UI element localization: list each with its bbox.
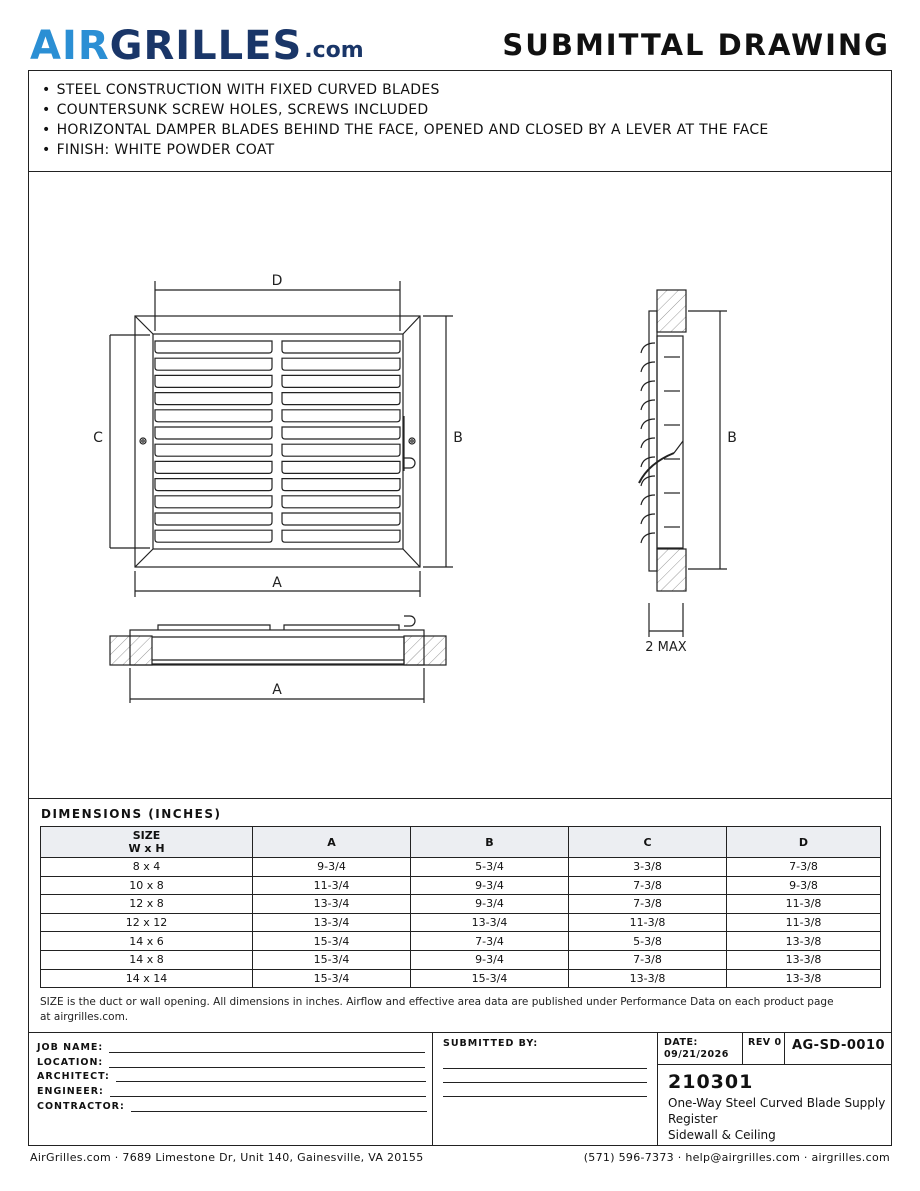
grille-blade <box>155 479 272 491</box>
product-info <box>658 1065 892 1146</box>
grille-blade <box>155 427 272 439</box>
side-blade <box>641 533 655 543</box>
blade-group <box>155 341 400 542</box>
grille-blade <box>282 341 400 353</box>
date-cell <box>658 1032 743 1065</box>
side-blade <box>641 343 655 353</box>
table-cell: 13-3/8 <box>727 950 881 969</box>
side-blade-group <box>641 343 680 543</box>
table-cell: 5-3/4 <box>411 858 569 877</box>
table-cell: 11-3/8 <box>569 913 727 932</box>
grille-blade <box>155 530 272 542</box>
logo-air: AIR <box>30 23 110 69</box>
side-blade <box>641 514 655 524</box>
table-cell: 14 x 8 <box>41 950 253 969</box>
table-cell: 7-3/8 <box>569 876 727 895</box>
table-cell: 9-3/4 <box>411 895 569 914</box>
grille-blade <box>282 358 400 370</box>
logo-grilles: GRILLES <box>109 23 303 69</box>
table-row <box>41 932 881 951</box>
dim-label-c: C <box>93 430 103 446</box>
product-description: One-Way Steel Curved Blade Supply <box>668 1096 886 1110</box>
side-blade <box>641 495 655 505</box>
grille-blade <box>282 461 400 473</box>
page-title: SUBMITTAL DRAWING <box>502 28 890 62</box>
engineer-field[interactable]: ENGINEER: <box>37 1082 432 1097</box>
side-label-depth: 2 MAX <box>645 640 687 655</box>
grille-blade <box>282 375 400 387</box>
grille-blade <box>155 444 272 456</box>
project-fields <box>28 1032 433 1146</box>
table-cell: 11-3/8 <box>727 895 881 914</box>
grille-blade <box>155 513 272 525</box>
table-row <box>41 876 881 895</box>
grille-blade <box>155 375 272 387</box>
technical-drawing <box>28 171 892 799</box>
table-cell: 13-3/8 <box>727 969 881 988</box>
table-header-row <box>41 827 881 858</box>
submitted-by-block <box>433 1032 658 1146</box>
table-cell: 15-3/4 <box>253 950 411 969</box>
table-cell: 13-3/4 <box>253 913 411 932</box>
signature-line[interactable] <box>443 1083 647 1097</box>
dimensions-note: SIZE is the duct or wall opening. All dimensions in inches. Airflow and effective area data are published under Performance Data on each product page at airgrilles.com. <box>40 996 834 1023</box>
dim-label-d: D <box>271 273 283 289</box>
company-logo <box>30 22 364 69</box>
table-cell: 15-3/4 <box>253 932 411 951</box>
grille-blade <box>282 427 400 439</box>
section-label-a: A <box>272 682 282 698</box>
product-number: 210301 <box>668 1071 754 1093</box>
table-cell: 15-3/4 <box>411 969 569 988</box>
grille-blade <box>282 444 400 456</box>
grille-blade <box>282 393 400 405</box>
spec-notes <box>28 70 892 172</box>
grille-blade <box>155 461 272 473</box>
note-item: • HORIZONTAL DAMPER BLADES BEHIND THE FACE, OPENED AND CLOSED BY A LEVER AT THE FACE <box>42 120 892 140</box>
side-view <box>639 290 727 637</box>
header-size: SIZE W x H <box>41 827 253 858</box>
product-description: Register <box>668 1112 718 1126</box>
contractor-field[interactable]: CONTRACTOR: <box>37 1097 432 1112</box>
grille-blade <box>155 341 272 353</box>
table-cell: 13-3/4 <box>411 913 569 932</box>
revision-cell: REV 0 <box>743 1032 785 1065</box>
side-blade <box>641 400 655 410</box>
table-cell: 7-3/4 <box>411 932 569 951</box>
side-blade <box>641 419 655 429</box>
table-cell: 15-3/4 <box>253 969 411 988</box>
table-row <box>41 913 881 932</box>
table-cell: 13-3/8 <box>569 969 727 988</box>
signature-line[interactable] <box>443 1069 647 1083</box>
table-cell: 14 x 14 <box>41 969 253 988</box>
grille-blade <box>282 410 400 422</box>
grille-blade <box>282 513 400 525</box>
table-cell: 12 x 12 <box>41 913 253 932</box>
header-b: B <box>411 827 569 858</box>
table-row <box>41 858 881 877</box>
header-c: C <box>569 827 727 858</box>
grille-blade <box>155 496 272 508</box>
table-row <box>41 950 881 969</box>
table-row <box>41 895 881 914</box>
note-item: • COUNTERSUNK SCREW HOLES, SCREWS INCLUDED <box>42 100 892 120</box>
table-cell: 7-3/8 <box>569 895 727 914</box>
logo-wordmark <box>30 23 303 69</box>
table-cell: 9-3/4 <box>411 950 569 969</box>
location-field[interactable]: LOCATION: <box>37 1053 432 1068</box>
side-blade <box>641 381 655 391</box>
table-cell: 11-3/4 <box>253 876 411 895</box>
table-cell: 14 x 6 <box>41 932 253 951</box>
front-view <box>110 281 453 597</box>
table-cell: 3-3/8 <box>569 858 727 877</box>
dim-label-a: A <box>272 575 282 591</box>
side-label-b: B <box>727 430 737 446</box>
grille-blade <box>282 479 400 491</box>
grille-blade <box>282 496 400 508</box>
table-cell: 5-3/8 <box>569 932 727 951</box>
table-cell: 7-3/8 <box>727 858 881 877</box>
footer-address: AirGrilles.com · 7689 Limestone Dr, Unit 140, Gainesville, VA 20155 <box>30 1151 424 1164</box>
footer-contact: (571) 596-7373 · help@airgrilles.com · airgrilles.com <box>583 1151 890 1164</box>
grille-blade <box>282 530 400 542</box>
architect-field[interactable]: ARCHITECT: <box>37 1068 432 1083</box>
drawing-area <box>28 171 892 799</box>
dimensions-table <box>40 826 881 988</box>
table-cell: 13-3/4 <box>253 895 411 914</box>
table-row <box>41 969 881 988</box>
dim-label-b: B <box>453 430 463 446</box>
table-cell: 11-3/8 <box>727 913 881 932</box>
note-item: • FINISH: WHITE POWDER COAT <box>42 140 892 160</box>
note-item: • STEEL CONSTRUCTION WITH FIXED CURVED BLADES <box>42 80 892 100</box>
table-cell: 7-3/8 <box>569 950 727 969</box>
table-cell: 8 x 4 <box>41 858 253 877</box>
side-blade <box>641 438 655 448</box>
table-cell: 13-3/8 <box>727 932 881 951</box>
table-cell: 10 x 8 <box>41 876 253 895</box>
signature-line[interactable] <box>443 1055 647 1069</box>
drawing-number: AG-SD-0010 <box>785 1032 892 1065</box>
table-cell: 9-3/4 <box>411 876 569 895</box>
grille-blade <box>155 393 272 405</box>
side-blade <box>641 362 655 372</box>
product-application: Sidewall & Ceiling <box>668 1128 776 1142</box>
header-a: A <box>253 827 411 858</box>
logo-suffix: .com <box>304 38 364 63</box>
submitted-by-label: SUBMITTED BY: <box>443 1038 539 1049</box>
date-value: 09/21/2026 <box>664 1049 729 1060</box>
job-name-field[interactable]: JOB NAME: <box>37 1038 432 1053</box>
date-label: DATE: <box>664 1037 698 1048</box>
table-cell: 9-3/8 <box>727 876 881 895</box>
grille-blade <box>155 358 272 370</box>
header-d: D <box>727 827 881 858</box>
table-cell: 9-3/4 <box>253 858 411 877</box>
dimensions-title: DIMENSIONS (INCHES) <box>41 807 222 821</box>
table-cell: 12 x 8 <box>41 895 253 914</box>
grille-blade <box>155 410 272 422</box>
